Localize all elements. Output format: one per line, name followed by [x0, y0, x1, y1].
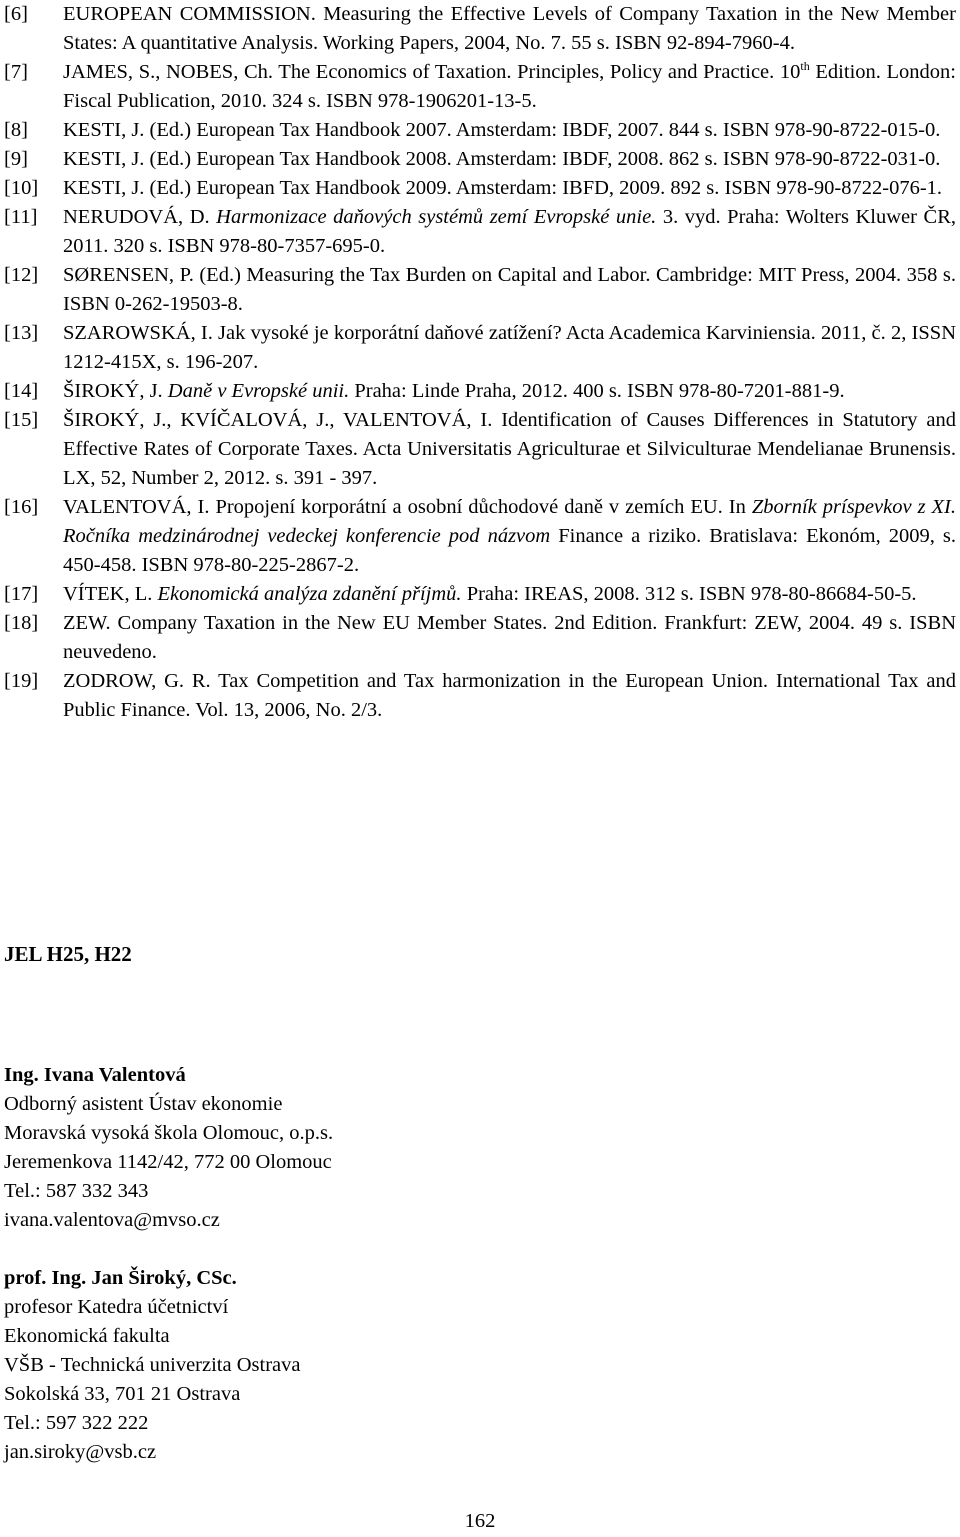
author-position: profesor Katedra účetnictví: [4, 1296, 229, 1318]
reference-number: [11]: [4, 206, 38, 228]
reference-fragment: ŠIROKÝ, J.: [63, 380, 168, 402]
reference-item: [4, 58, 956, 116]
reference-number: [8]: [4, 119, 28, 141]
reference-number: [15]: [4, 409, 39, 431]
reference-item: [4, 174, 956, 203]
reference-fragment: KESTI, J. (Ed.) European Tax Handbook 2009. Amsterdam: IBFD, 2009. 892 s. ISBN 978-90-8722-076-1.: [63, 177, 943, 199]
reference-list: [4, 0, 956, 725]
reference-item: [4, 667, 956, 725]
reference-text: [63, 261, 956, 319]
reference-number: [6]: [4, 3, 28, 25]
reference-item: [4, 493, 956, 580]
author-email: jan.siroky@vsb.cz: [4, 1441, 157, 1463]
reference-fragment: KESTI, J. (Ed.) European Tax Handbook 2008. Amsterdam: IBDF, 2008. 862 s. ISBN 978-90-8722-031-0.: [63, 148, 941, 170]
reference-number: [17]: [4, 583, 39, 605]
page-number: 162: [464, 1510, 496, 1532]
reference-number: [7]: [4, 61, 28, 83]
reference-fragment: Finance a riziko. Bratislava: Ekonóm, 2009, s. 450-458. ISBN 978-80-225-2867-2.: [63, 525, 957, 576]
reference-fragment: SZAROWSKÁ, I. Jak vysoké je korporátní daňové zatížení? Acta Academica Karviniensia. 2011, č. 2, ISSN 1212-415X, s. 196-207.: [63, 322, 956, 373]
reference-fragment: EUROPEAN COMMISSION. Measuring the Effective Levels of Company Taxation in the New Member States: A quantitative Analysis. Working Papers, 2004, No. 7. 55 s. ISBN 92-894-7960-4.: [63, 3, 956, 54]
reference-fragment: 3. vyd. Praha: Wolters Kluwer ČR, 2011. 320 s. ISBN 978-80-7357-695-0.: [63, 206, 956, 257]
author-phone: Tel.: 587 332 343: [4, 1180, 149, 1202]
author-address: Jeremenkova 1142/42, 772 00 Olomouc: [4, 1151, 332, 1173]
reference-item: [4, 609, 956, 667]
reference-text: [63, 319, 956, 377]
reference-text: [63, 493, 956, 580]
reference-text: [63, 174, 956, 203]
superscript: th: [800, 59, 810, 74]
author-faculty: Ekonomická fakulta: [4, 1325, 170, 1347]
reference-number: [18]: [4, 612, 39, 634]
jel-classification: JEL H25, H22: [4, 942, 132, 966]
reference-item: [4, 261, 956, 319]
reference-fragment: VALENTOVÁ, I. Propojení korporátní a osobní důchodové daně v zemích EU. In: [63, 496, 752, 518]
reference-number: [14]: [4, 380, 39, 402]
reference-title-italic: Harmonizace daňových systémů zemí Evropské unie.: [216, 206, 657, 228]
reference-text: [63, 58, 956, 116]
author-affiliation: Odborný asistent Ústav ekonomie: [4, 1093, 283, 1115]
reference-fragment: ZEW. Company Taxation in the New EU Member States. 2nd Edition. Frankfurt: ZEW, 2004. 49 s. ISBN neuvedeno.: [63, 612, 956, 663]
reference-text: [63, 0, 956, 58]
author-name: prof. Ing. Jan Široký, CSc.: [4, 1267, 237, 1289]
author-institution: VŠB - Technická univerzita Ostrava: [4, 1354, 301, 1376]
reference-text: [63, 406, 956, 493]
reference-item: [4, 145, 956, 174]
reference-item: [4, 0, 956, 58]
reference-text: [63, 580, 956, 609]
reference-fragment: Praha: Linde Praha, 2012. 400 s. ISBN 978-80-7201-881-9.: [349, 380, 845, 402]
reference-title-italic: Daně v Evropské unii.: [167, 380, 350, 402]
reference-number: [12]: [4, 264, 39, 286]
reference-item: [4, 377, 956, 406]
reference-fragment: NERUDOVÁ, D.: [63, 206, 217, 228]
reference-item: [4, 406, 956, 493]
reference-item: [4, 116, 956, 145]
author-institution: Moravská vysoká škola Olomouc, o.p.s.: [4, 1122, 334, 1144]
reference-fragment: KESTI, J. (Ed.) European Tax Handbook 2007. Amsterdam: IBDF, 2007. 844 s. ISBN 978-90-8722-015-0.: [63, 119, 941, 141]
reference-number: [10]: [4, 177, 39, 199]
reference-fragment: ŠIROKÝ, J., KVÍČALOVÁ, J., VALENTOVÁ, I. Identification of Causes Differences in Statutory and Effective Rates of Corporate Taxes. Acta Universitatis Agriculturae et Silviculturae Mendelianae Brunensis. LX, 52, Number 2, 2012. s. 391 - 397.: [63, 409, 956, 489]
reference-number: [9]: [4, 148, 28, 170]
reference-text: [63, 116, 956, 145]
reference-item: [4, 580, 956, 609]
reference-number: [16]: [4, 496, 39, 518]
reference-text: [63, 377, 956, 406]
author-email: ivana.valentova@mvso.cz: [4, 1209, 220, 1231]
reference-number: [19]: [4, 670, 39, 692]
author-block-1: [4, 1061, 333, 1235]
reference-fragment: VÍTEK, L.: [63, 583, 158, 605]
author-name: Ing. Ivana Valentová: [4, 1064, 186, 1086]
reference-text: [63, 203, 956, 261]
reference-fragment: ZODROW, G. R. Tax Competition and Tax harmonization in the European Union. International Tax and Public Finance. Vol. 13, 2006, No. 2/3.: [63, 670, 956, 721]
reference-fragment: Praha: IREAS, 2008. 312 s. ISBN 978-80-86684-50-5.: [461, 583, 917, 605]
reference-text: [63, 667, 956, 725]
reference-title-italic: Ekonomická analýza zdanění příjmů.: [157, 583, 462, 605]
author-block-2: [4, 1264, 300, 1467]
reference-fragment: SØRENSEN, P. (Ed.) Measuring the Tax Burden on Capital and Labor. Cambridge: MIT Press, 2004. 358 s. ISBN 0-262-19503-8.: [63, 264, 956, 315]
reference-text: [63, 145, 956, 174]
reference-fragment: JAMES, S., NOBES, Ch. The Economics of Taxation. Principles, Policy and Practice. 10: [63, 61, 801, 83]
reference-title-italic: Zborník príspevkov z XI. Ročníka medzinárodnej vedeckej konferencie pod názvom: [63, 496, 957, 547]
reference-fragment: Edition. London: Fiscal Publication, 2010. 324 s. ISBN 978-1906201-13-5.: [63, 61, 957, 112]
reference-item: [4, 203, 956, 261]
reference-text: [63, 609, 956, 667]
reference-number: [13]: [4, 322, 39, 344]
author-phone: Tel.: 597 322 222: [4, 1412, 149, 1434]
reference-item: [4, 319, 956, 377]
author-address: Sokolská 33, 701 21 Ostrava: [4, 1383, 241, 1405]
